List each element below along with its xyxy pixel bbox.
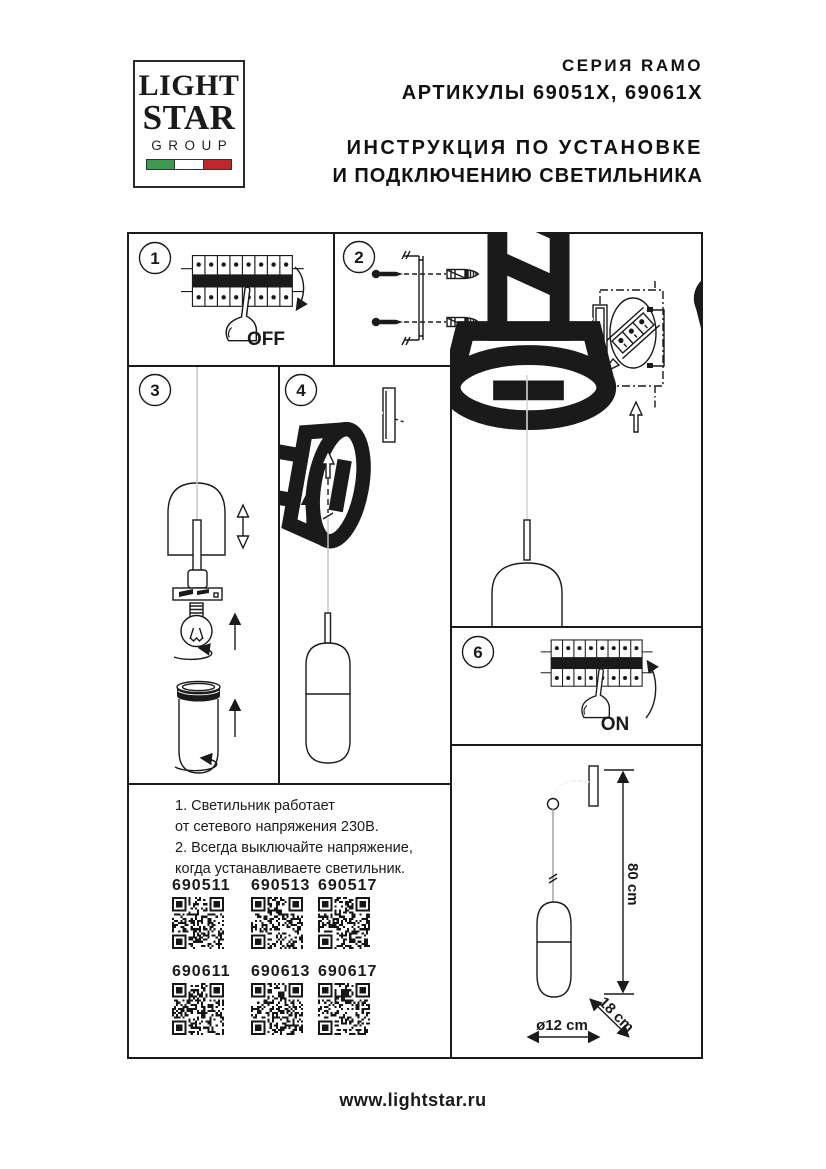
step-3-drawing [129,367,278,783]
step-6-drawing [452,628,701,744]
arrow-down-icon [295,267,304,309]
step-6-number: 6 [473,643,483,662]
qr-code [318,897,370,949]
step-1-panel [127,232,335,367]
step-6-panel [450,626,703,746]
circuit-breaker-off-icon [181,256,304,341]
article-number: 690617 [318,963,378,980]
instruction-title-line1: ИНСТРУКЦИЯ ПО УСТАНОВКЕ [346,137,703,159]
height-label: 80 cm [624,863,641,906]
mounting-bracket-icon [402,251,423,345]
socket-assembly-drawing [173,570,222,600]
logo-word-light: LIGHT [138,69,240,102]
step-2-number: 2 [354,248,364,267]
dimensions-panel [450,744,703,1059]
height-dimension [604,770,641,994]
article-number: 690511 [172,877,231,894]
instruction-title-line2: И ПОДКЛЮЧЕНИЮ СВЕТИЛЬНИКА [332,165,703,187]
rotate-arrow-icon [174,648,212,659]
diameter-label: ø12 cm [536,1017,588,1034]
depth-dimension [591,994,637,1036]
circuit-breaker-on-icon [541,640,653,718]
series-title: СЕРИЯ RAMO [561,56,703,75]
lightstar-logo [133,60,245,188]
article-number: 690611 [172,963,231,980]
step-4-panel [278,365,452,785]
qr-code [251,983,303,1035]
note-line-1: 1. Светильник работает [175,798,335,814]
articles-title: АРТИКУЛЫ 69051X, 69061X [401,82,703,104]
article-number: 690513 [251,877,311,894]
glass-cylinder-shade-drawing [177,682,220,774]
note-line-3: 2. Всегда выключайте напряжение, [175,840,413,856]
dimensions-drawing [452,746,701,1057]
logo-word-star: STAR [142,98,236,137]
article-number: 690613 [251,963,311,980]
qr-code [172,897,224,949]
website-url: www.lightstar.ru [339,1090,487,1110]
step-5-panel [450,232,703,628]
wall-plate-drawing [383,388,395,442]
qr-code [251,897,303,949]
step-3-number: 3 [150,381,160,400]
on-label: ON [600,714,630,735]
lamp-wire-drawing [193,367,201,572]
step-4-drawing [280,367,450,783]
logo-word-group: GROUP [151,138,234,153]
qr-code [318,983,370,1035]
screw-icon [372,270,403,327]
qr-code [172,983,224,1035]
lamp-shade-dome-drawing [492,563,562,626]
italian-flag-icon [146,159,232,170]
up-down-arrow-icon [238,505,249,548]
light-bulb-icon [181,603,212,647]
diameter-dimension [529,1017,598,1037]
step-1-number: 1 [150,249,160,268]
article-number: 690517 [318,877,378,894]
arrow-up-icon [646,662,656,718]
note-line-2: от сетевого напряжения 230В. [175,819,379,835]
off-label: OFF [247,329,285,350]
step-3-panel [127,365,280,785]
wall-lamp-drawing [537,766,598,997]
capsule-shade-drawing [306,643,350,763]
depth-label: 18 cm [595,993,638,1036]
header-titles [290,56,703,188]
note-line-4: когда устанавливаете светильник. [175,861,406,877]
step-1-drawing [129,234,333,365]
notes-panel [127,783,452,1059]
step-4-number: 4 [296,381,306,400]
